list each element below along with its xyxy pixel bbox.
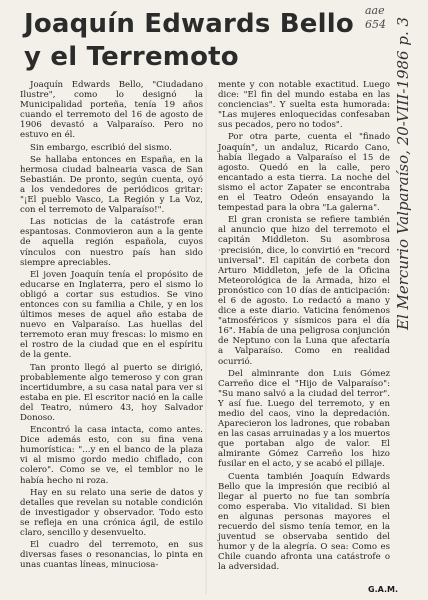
article-column-left: [20, 80, 203, 572]
paragraph: Del alminrante don Luis Gómez Carreño dice el "Hijo de Valparaíso": "Su mano salvó a la ciudad del terror". Y así fue. Luego del terremoto, y en medio del caos, vino la depredación. Aparecieron los ladrones, que robaban en las casas arruinadas y a los muertos que portaban algo de valor. El almirante Gómez Carreño los hizo fusilar en el acto, y se acabó el pillaje.: [218, 368, 390, 470]
paragraph: Se hallaba entonces en España, en la hermosa ciudad balnearia vasca de San Sebastián. De pronto, según cuenta, oyó a los vendedores de periódicos gritar: "¡El pueblo Vasco, La Región y La Voz, con el terremoto de Valparaíso!".: [20, 154, 203, 216]
paragraph: Cuenta también Joaquín Edwards Bello que la impresión que recibió al llegar al puerto no fue tan sombría como esperaba. Vio vitalidad. Si bien en algunas personas mayores el recuerdo del sismo tenía temor, en la juventud se observaba sentido del humor y de la alegría. O sea: Como es Chile cuando afronta una catástrofe o la adversidad.: [218, 471, 390, 573]
paragraph: Hay en su relato una serie de datos y detalles que revelan su notable condición de investigador y observador. Todo esto se refleja en una crónica ágil, de estilo claro, sencillo y desenvuelto.: [20, 487, 203, 539]
paragraph: Joaquín Edwards Bello, "Ciudadano Ilustre", como lo designó la Municipalidad porteña, tenía 19 años cuando el terremoto del 16 de agosto de 1906 devastó a Valparaíso. Pero no estuvo en él.: [20, 80, 203, 141]
column-divider: [205, 85, 207, 595]
paragraph: Por otra parte, cuenta el "finado Joaquín", un andaluz, Ricardo Cano, había llegado a Valparaíso el 15 de agosto. Quedó en la calle, pero encantado a esta tierra. La noche del sismo el actor Zapater se encontraba en el Teatro Odeón ensayando la tempestad para la obra "La galerna".: [218, 132, 390, 214]
paragraph: El gran cronista se refiere también al anuncio que hizo del terremoto el capitán Middleton. Su asombrosa ·precisión, dice, lo convirtió en "record universal". El capitán de corbeta don Arturo Middleton, jefe de la Oficina Meteorológica de la Armada, hizo el pronóstico con 10 días de anticipación: el 6 de agosto. Lo redactó a mano y dice a este diario. Vaticina fenómenos "atmosféricos y sísmicos para el día 16". Había de una peligrosa conjunción de Neptuno con la Luna que afectaría a Valparaíso. Como en realidad ocurrió.: [218, 215, 390, 367]
paragraph: mente y con notable exactitud. Luego dice: "El fin del mundo estaba en las conciencias". Y suelta esta humorada: "Las mujeres enloquecidas confesaban sus pecados, pero no todos".: [218, 80, 390, 131]
paragraph: Sin embargo, escribió del sismo.: [30, 142, 172, 153]
handwritten-source-note: El Mercurio Valparaíso, 20-VIII-1986 p. 3: [394, 16, 412, 330]
handwritten-note-line: 654: [365, 18, 386, 31]
author-signature: G.A.M.: [368, 585, 398, 594]
article-headline: Joaquín Edwards Bello y el Terremoto: [24, 9, 354, 72]
handwritten-note-line: aae: [365, 4, 385, 17]
paragraph: El joven Joaquín tenía el propósito de educarse en Inglaterra, pero el sismo lo obligó a cortar sus estudios. Se vino entonces con su familia a Chile, y en los últimos meses de aquel año estaba de nuevo en Valparaíso. Las huellas del terremoto eran muy frescas: lo mismo en el rostro de la ciudad que en el espíritu de la gente.: [20, 269, 203, 361]
article-column-right: [218, 80, 390, 575]
paragraph: El cuadro del terremoto, en sus diversas fases o resonancias, lo pinta en unas cuantas líneas, minuciosa-: [20, 540, 203, 571]
paragraph: Tan pronto llegó al puerto se dirigió, probablemente algo temeroso y con gran incertidumbre, a su casa natal para ver si estaba en pie. El escritor nació en la calle del Teatro, número 43, hoy Salvador Donoso.: [20, 362, 203, 423]
paragraph: Las noticias de la catástrofe eran espantosas. Conmovieron aun a la gente de aquella región española, cuyos vínculos con nuestro país han sido siempre apreciables.: [20, 217, 203, 268]
paragraph: Encontró la casa intacta, como antes. Dice además esto, con su fina vena humorística: "...y en el banco de la plaza vi al mismo gordo medio chiflado, con colero". Como se ve, el temblor no le había hecho ni roza.: [20, 425, 203, 486]
